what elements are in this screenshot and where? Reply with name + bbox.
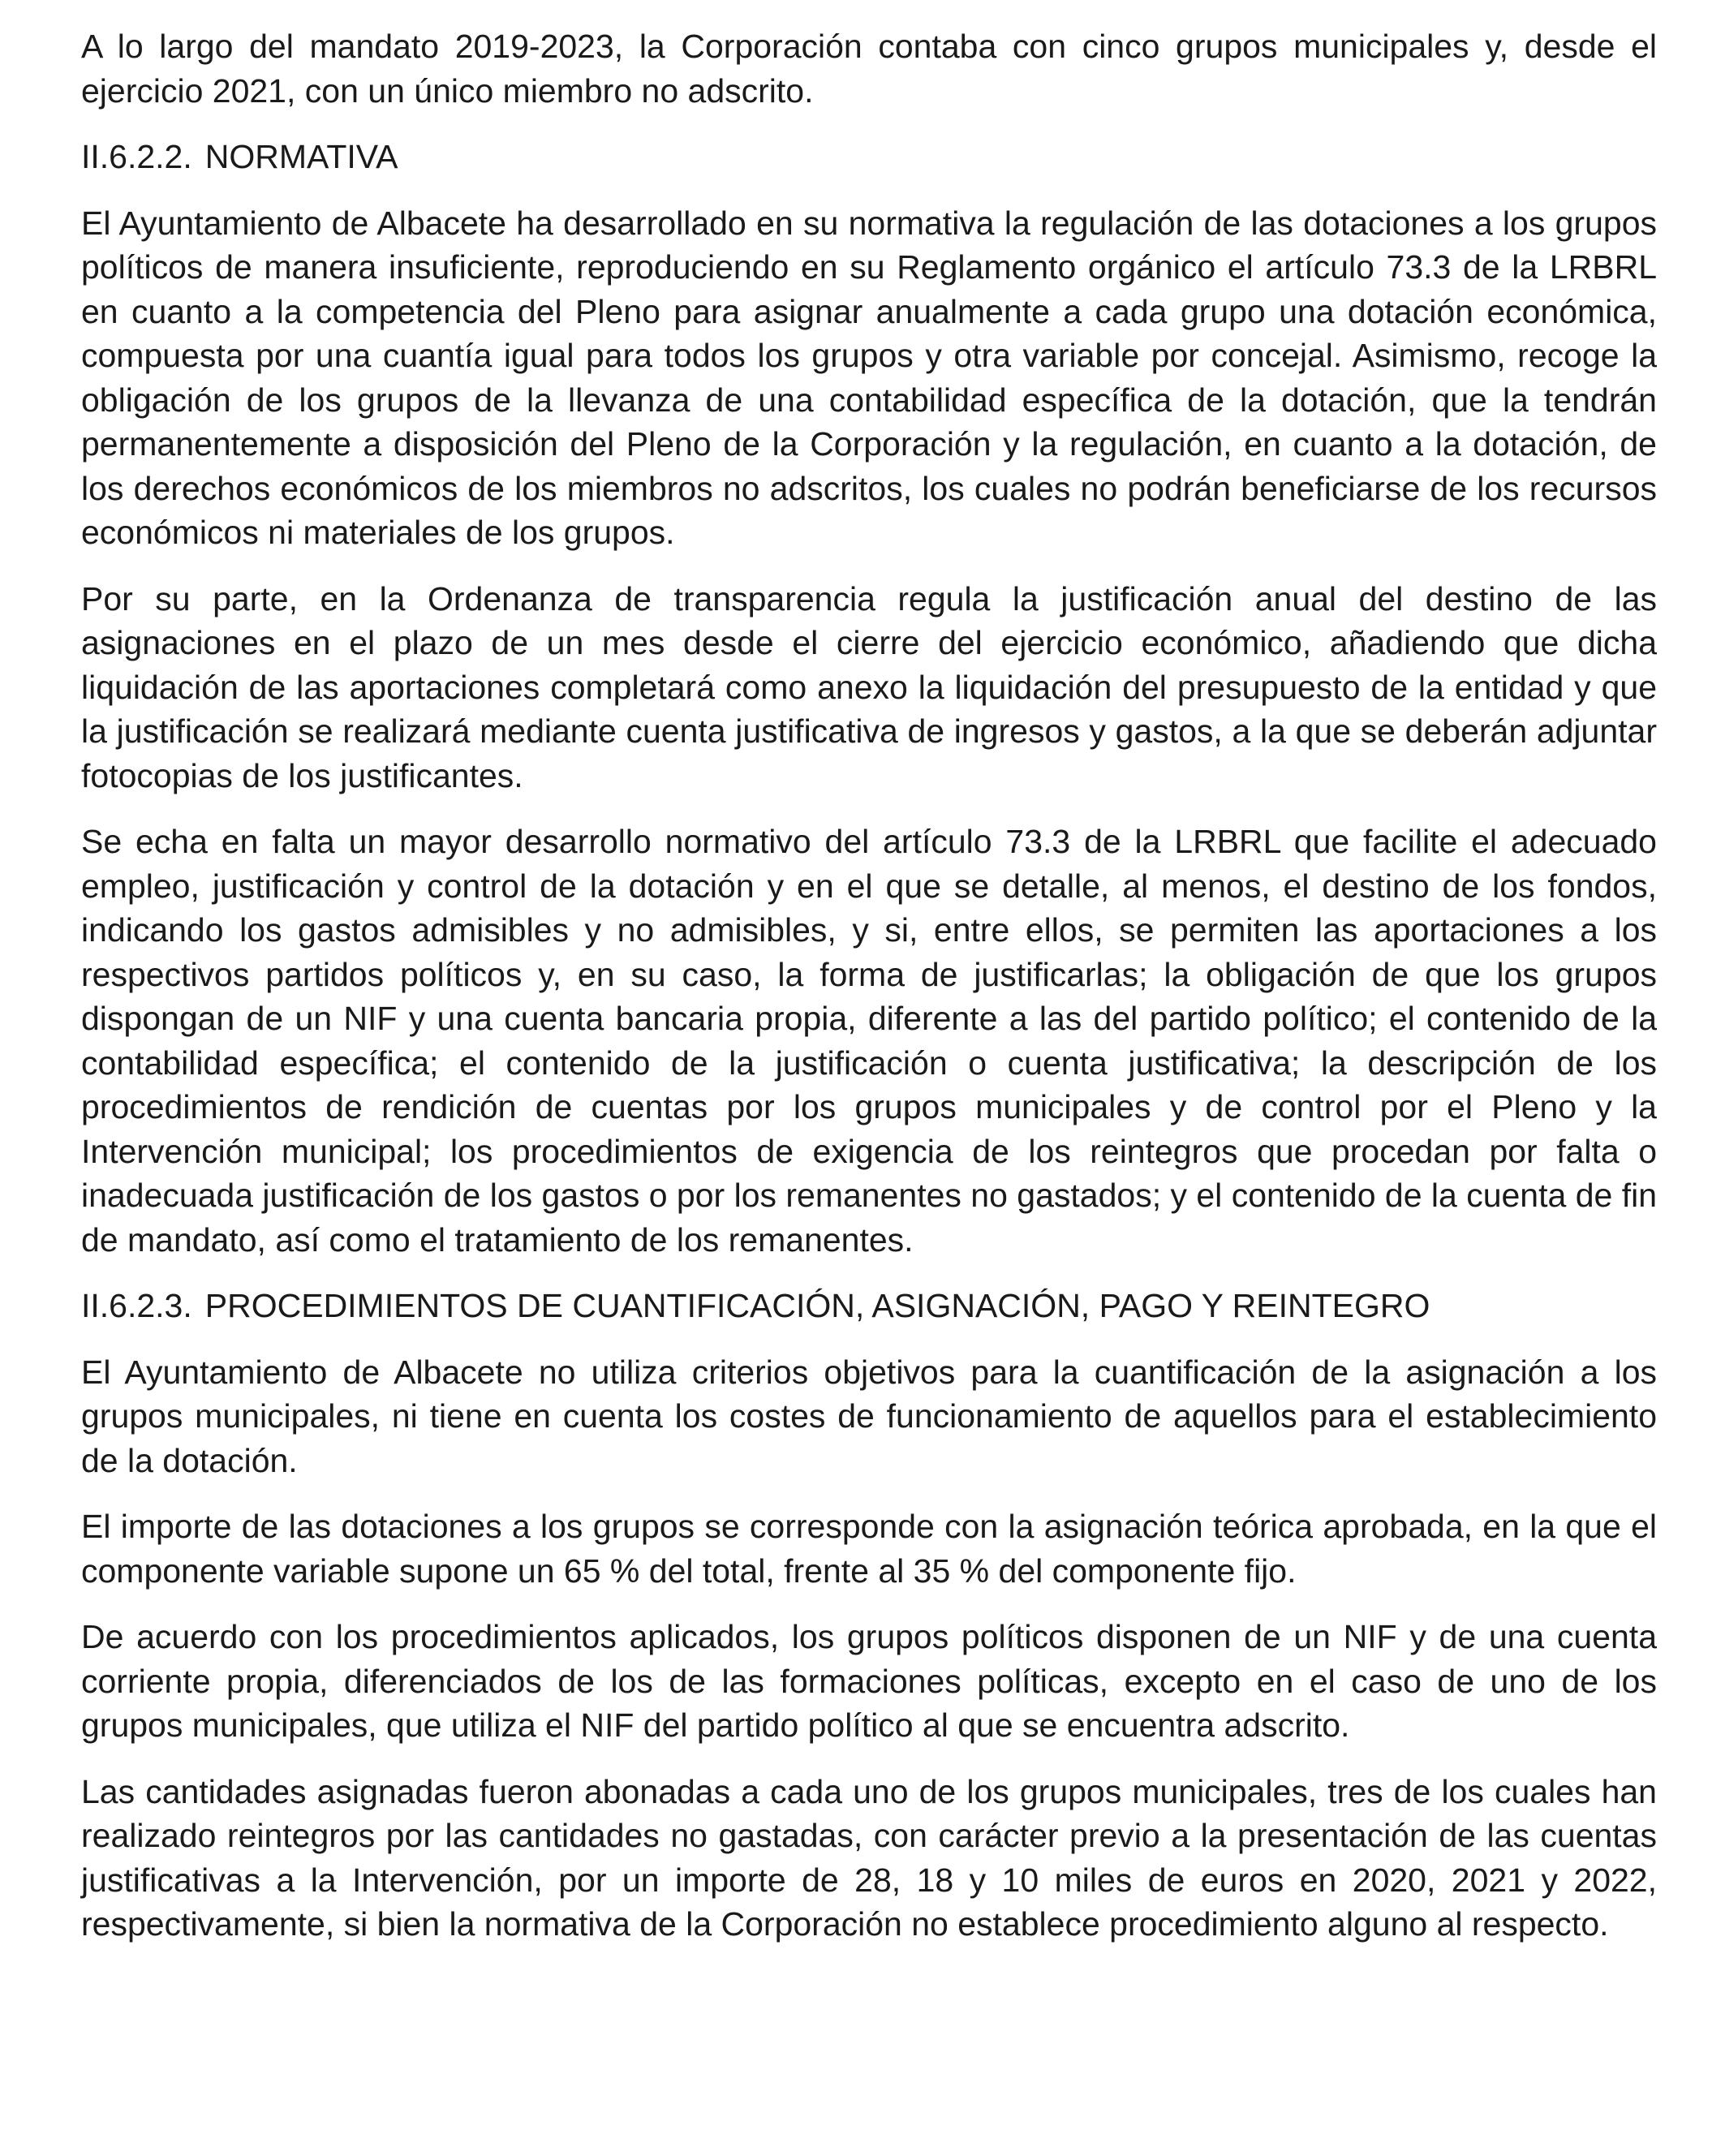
section-title: NORMATIVA <box>204 138 398 175</box>
section-heading-normativa <box>81 135 1657 179</box>
paragraph-procedimientos-1: El Ayuntamiento de Albacete no utiliza criterios objetivos para la cuantificación de la asignación a los grupos municipales, ni tiene en cuenta los costes de funcionamiento de aquellos para el establecimiento de la dotación. <box>81 1353 1657 1479</box>
paragraph-normativa-3: Se echa en falta un mayor desarrollo normativo del artículo 73.3 de la LRBRL que facilite el adecuado empleo, justificación y control de la dotación y en el que se detalle, al menos, el destino de los fondos, indicando los gastos admisibles y no admisibles, y si, entre ellos, se permiten las aportaciones a los respectivos partidos políticos y, en su caso, la forma de justificarlas; la obligación de que los grupos dispongan de un NIF y una cuenta bancaria propia, diferente a las del partido político; el contenido de la contabilidad específica; el contenido de la justificación o cuenta justificativa; la descripción de los procedimientos de rendición de cuentas por los grupos municipales y de control por el Pleno y la Intervención municipal; los procedimientos de exigencia de los reintegros que procedan por falta o inadecuada justificación de los gastos o por los remanentes no gastados; y el contenido de la cuenta de fin de mandato, así como el tratamiento de los remanentes. <box>81 823 1657 1259</box>
paragraph-normativa-2: Por su parte, en la Ordenanza de transparencia regula la justificación anual del destino de las asignaciones en el plazo de un mes desde el cierre del ejercicio económico, añadiendo que dicha liquidación de las aportaciones completará como anexo la liquidación del presupuesto de la entidad y que la justificación se realizará mediante cuenta justificativa de ingresos y gastos, a la que se deberán adjuntar fotocopias de los justificantes. <box>81 579 1657 794</box>
section-number: II.6.2.3. <box>81 1287 192 1324</box>
section-title: PROCEDIMIENTOS DE CUANTIFICACIÓN, ASIGNACIÓN, PAGO Y REINTEGRO <box>204 1287 1430 1324</box>
paragraph-normativa-1: El Ayuntamiento de Albacete ha desarrollado en su normativa la regulación de las dotaciones a los grupos políticos de manera insuficiente, reproduciendo en su Reglamento orgánico el artículo 73.3 de la LRBRL en cuanto a la competencia del Pleno para asignar anualmente a cada grupo una dotación económica, compuesta por una cuantía igual para todos los grupos y otra variable por concejal. Asimismo, recoge la obligación de los grupos de la llevanza de una contabilidad específica de la dotación, que la tendrán permanentemente a disposición del Pleno de la Corporación y la regulación, en cuanto a la dotación, de los derechos económicos de los miembros no adscritos, los cuales no podrán beneficiarse de los recursos económicos ni materiales de los grupos. <box>81 204 1657 551</box>
paragraph-procedimientos-2: El importe de las dotaciones a los grupos se corresponde con la asignación teórica aprobada, en la que el componente variable supone un 65 % del total, frente al 35 % del componente fijo. <box>81 1508 1657 1590</box>
paragraph-procedimientos-3: De acuerdo con los procedimientos aplicados, los grupos políticos disponen de un NIF y de una cuenta corriente propia, diferenciados de los de las formaciones políticas, excepto en el caso de uno de los grupos municipales, que utiliza el NIF del partido político al que se encuentra adscrito. <box>81 1618 1657 1744</box>
section-number: II.6.2.2. <box>81 138 192 175</box>
paragraph-procedimientos-4: Las cantidades asignadas fueron abonadas a cada uno de los grupos municipales, tres de los cuales han realizado reintegros por las cantidades no gastadas, con carácter previo a la presentación de las cuentas justificativas a la Intervención, por un importe de 28, 18 y 10 miles de euros en 2020, 2021 y 2022, respectivamente, si bien la normativa de la Corporación no establece procedimiento alguno al respecto. <box>81 1772 1657 1943</box>
section-heading-procedimientos <box>81 1284 1657 1328</box>
document-page <box>81 24 1657 1969</box>
paragraph-intro: A lo largo del mandato 2019-2023, la Corporación contaba con cinco grupos municipales y, desde el ejercicio 2021, con un único miembro no adscrito. <box>81 28 1657 110</box>
